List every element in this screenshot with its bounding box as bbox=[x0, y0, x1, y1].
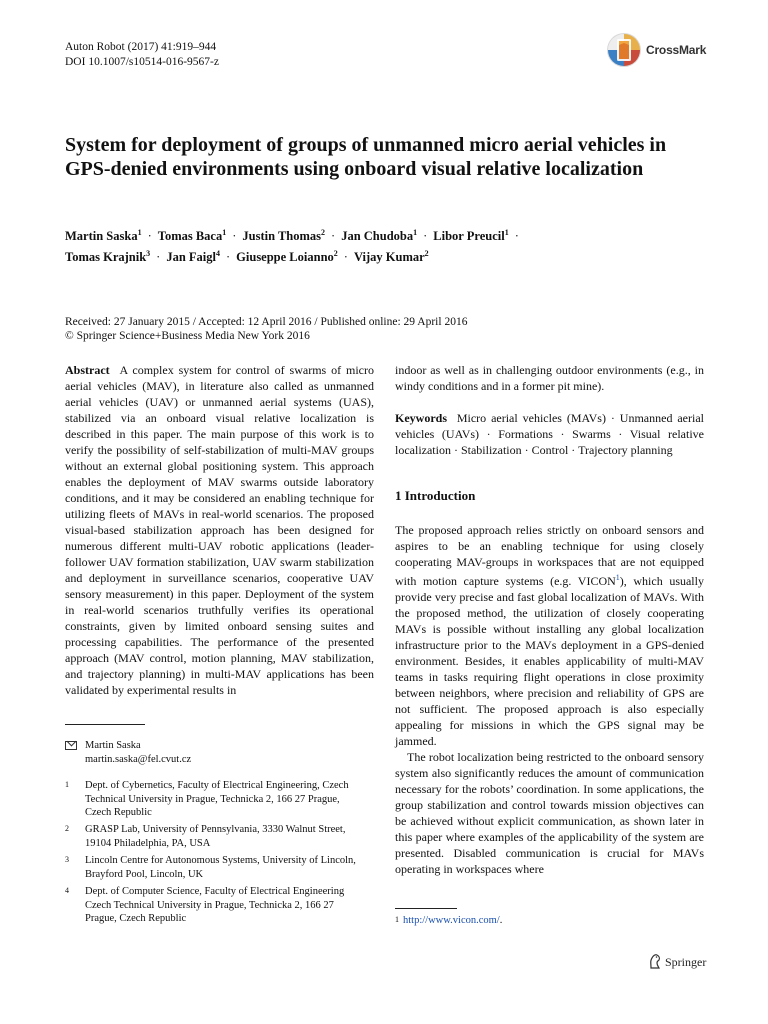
abstract-paragraph bbox=[65, 362, 374, 698]
correspondence bbox=[65, 739, 365, 765]
envelope-icon bbox=[65, 741, 77, 750]
author-name[interactable]: Jan Faigl$^4$ bbox=[166, 249, 220, 265]
author-separator: · bbox=[423, 229, 428, 244]
abstract-text: A complex system for control of swarms of micro aerial vehicles (MAV), in literature also called as unmanned aerial vehicles (UAV) or unmanned aerial systems (UAS), stabilized via an onboard visual relative localization is described in this paper. The main purpose of this work is to verify the possibility of self-stabilization of multi-MAV groups without an external global positioning system. This approach enables the deployment of MAV swarms outside laboratory conditions, and it may be considered an enabling technique for utilizing fleets of MAVs in real-world scenarios. The proposed visual-based stabilization approach has been designed for numerous different multi-UAV robotic applications (leader-follower UAV formation stabilization, UAV swarm stabilization and deployment in surveillance scenarios, cooperative UAV sensory measurement) in this paper. Deployment of the system in real-world scenarios truthfully verifies its operational constraints, given by limited onboard sensing suites and processing capabilities. The performance of the presented approach (MAV control, motion planning, MAV stabilization, and trajectory planning) in multi-MAV applications has been validated by experimental results in bbox=[65, 363, 374, 697]
author-name[interactable]: Tomas Krajnik$^3$ bbox=[65, 249, 151, 265]
keywords-text: Micro aerial vehicles (MAVs) · Unmanned aerial vehicles (UAVs) · Formations · Swarms · Visual relative localization · Stabilization · Control · Trajectory planning bbox=[395, 411, 704, 457]
author-affiliation-mark: 4 bbox=[216, 249, 220, 259]
author-name[interactable]: Giuseppe Loianno$^2$ bbox=[236, 249, 338, 265]
abstract-label: Abstract bbox=[65, 363, 110, 377]
author-affiliation-mark: 1 bbox=[137, 228, 142, 237]
author-name[interactable]: Jan Chudoba$^1$ bbox=[341, 228, 418, 244]
author-separator: · bbox=[331, 229, 336, 244]
abstract-continuation: indoor as well as in challenging outdoor environments (e.g., in windy conditions and in a former pit mine). bbox=[395, 363, 704, 393]
intro-paragraph-2: The robot localization being restricted to the onboard sensory system also significantly reduces the amount of communication necessary for the robots’ coordination. In some applications, the group stabilization and control towards mission objectives can be achieved without explicit communication, as shown later in this paper where examples of the applicability of the system are presented. Disabled communication is crucial for MAVs operating in workspaces where bbox=[395, 750, 704, 876]
author-separator: · bbox=[226, 250, 231, 265]
footnote-rule-right bbox=[395, 908, 457, 909]
paper-title: System for deployment of groups of unmanned micro aerial vehicles in GPS-denied environments using onboard visual relative localization bbox=[65, 134, 667, 180]
crossmark-badge[interactable] bbox=[606, 32, 716, 68]
author-separator: · bbox=[147, 229, 152, 244]
dates-line: Received: 27 January 2015 / Accepted: 12 April 2016 / Published online: 29 April 2016 bbox=[65, 316, 468, 328]
author-name[interactable]: Tomas Baca$^1$ bbox=[157, 228, 227, 244]
author-separator: · bbox=[514, 229, 519, 244]
right-column bbox=[395, 362, 704, 877]
crossmark-icon bbox=[606, 32, 642, 68]
author-name[interactable]: Martin Saska$^1$ bbox=[65, 228, 142, 244]
keywords-label: Keywords bbox=[395, 411, 447, 425]
crossmark-label: CrossMark bbox=[646, 43, 707, 57]
copyright-line: © Springer Science+Business Media New York 2016 bbox=[65, 330, 310, 342]
author-separator: · bbox=[156, 250, 161, 265]
author-affiliation-mark: 2 bbox=[333, 249, 338, 259]
journal-citation: Auton Robot (2017) 41:919–944 bbox=[65, 41, 217, 53]
publication-dates bbox=[65, 315, 715, 343]
publisher-logo bbox=[648, 953, 706, 970]
doi[interactable]: DOI 10.1007/s10514-016-9567-z bbox=[65, 56, 219, 68]
author-affiliation-mark: 1 bbox=[222, 228, 227, 237]
author-affiliation-mark: 2 bbox=[424, 249, 429, 259]
footnote-rule-left bbox=[65, 724, 145, 725]
section-heading-introduction: 1 Introduction bbox=[395, 488, 476, 503]
authors-line-2 bbox=[65, 245, 725, 266]
author-affiliation-mark: 2 bbox=[321, 228, 326, 237]
correspondence-name: Martin Saska bbox=[85, 740, 141, 751]
author-name[interactable]: Vijay Kumar$^2$ bbox=[353, 249, 429, 265]
springer-horse-icon bbox=[648, 953, 662, 969]
author-name[interactable]: Libor Preucil$^1$ bbox=[433, 228, 509, 244]
author-separator: · bbox=[232, 229, 237, 244]
author-list bbox=[65, 224, 725, 266]
author-affiliation-mark: 3 bbox=[146, 249, 151, 259]
footnote-link[interactable]: http://www.vicon.com/ bbox=[403, 915, 500, 926]
footnote-ref[interactable]: 1 bbox=[615, 573, 620, 582]
publisher-name: Springer bbox=[665, 955, 707, 969]
correspondence-email[interactable]: martin.saska@fel.cvut.cz bbox=[85, 754, 192, 765]
author-affiliation-mark: 1 bbox=[413, 228, 418, 237]
author-separator: · bbox=[343, 250, 348, 265]
journal-header bbox=[65, 40, 219, 70]
keywords bbox=[395, 410, 704, 458]
author-affiliation-mark: 1 bbox=[504, 228, 509, 237]
authors-line-1 bbox=[65, 224, 725, 245]
abstract bbox=[65, 362, 374, 698]
intro-paragraph-1: The proposed approach relies strictly on onboard sensors and aspires to be an enabling technique for using closely cooperating MAV-groups in workspaces that are not equipped with motion capture systems (e.g. VICON$^1$), which usually provide very precise and fast global localization of MAVs. With the proposed method, the utilization of closely cooperating MAVs is possible without installing any global localization infrastructure prior to the MAVs deployment in a GPS-denied environment. Besides, it enables applicability of multi-MAV teams in tasks requiring flight operations in close proximity between neighbors, where precision and reliability of GPS are not sufficient. The proposed approach is also especially appealing for missions in which the GPS signal may be jammed. bbox=[395, 523, 704, 748]
author-name[interactable]: Justin Thomas$^2$ bbox=[242, 228, 326, 244]
